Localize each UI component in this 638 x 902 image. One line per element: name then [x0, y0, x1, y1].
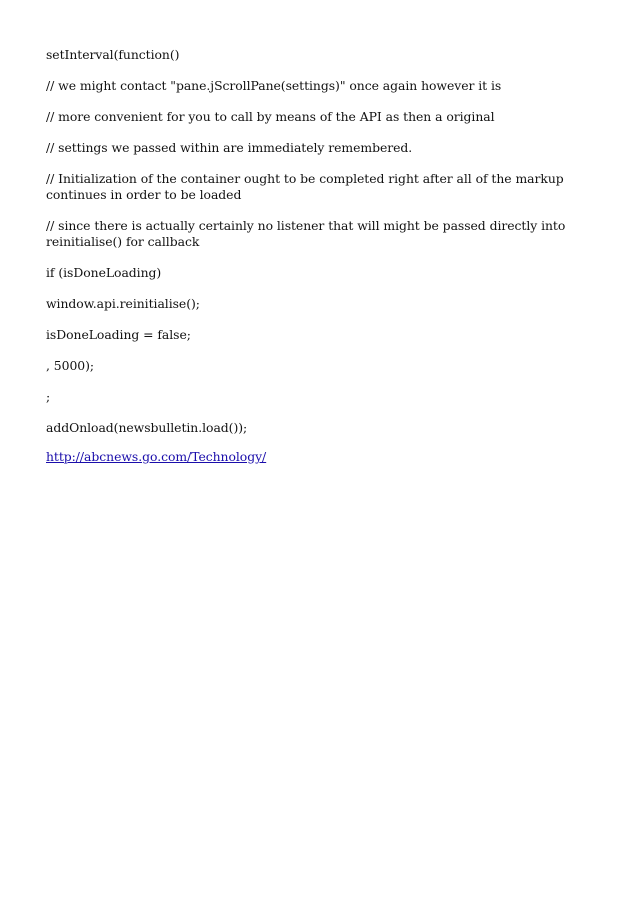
comment-line-settings-remembered: // settings we passed within are immediately remembered.: [46, 140, 413, 155]
comment-line-no-listener: // since there is actually certainly no listener that will might be passed directly into reinitialise() for callback: [46, 218, 566, 249]
abcnews-technology-link[interactable]: http://abcnews.go.com/Technology/: [46, 449, 267, 464]
comment-line-contact-pane: // we might contact "pane.jScrollPane(settings)" once again however it is: [46, 78, 502, 93]
code-line-semicolon: ;: [46, 389, 51, 404]
comment-line-more-convenient: // more convenient for you to call by means of the API as then a original: [46, 109, 495, 124]
code-line-if-done-loading: if (isDoneLoading): [46, 265, 162, 280]
code-line-interval-5000: , 5000);: [46, 358, 95, 373]
code-line-reinitialise: window.api.reinitialise();: [46, 296, 200, 311]
code-line-set-interval: setInterval(function(): [46, 47, 180, 62]
code-line-is-done-loading-false: isDoneLoading = false;: [46, 327, 191, 342]
link-paragraph: [46, 449, 592, 465]
comment-line-initialization: // Initialization of the container ought to be completed right after all of the markup continues in order to be loaded: [46, 171, 564, 202]
code-line-add-onload: addOnload(newsbulletin.load());: [46, 420, 248, 435]
